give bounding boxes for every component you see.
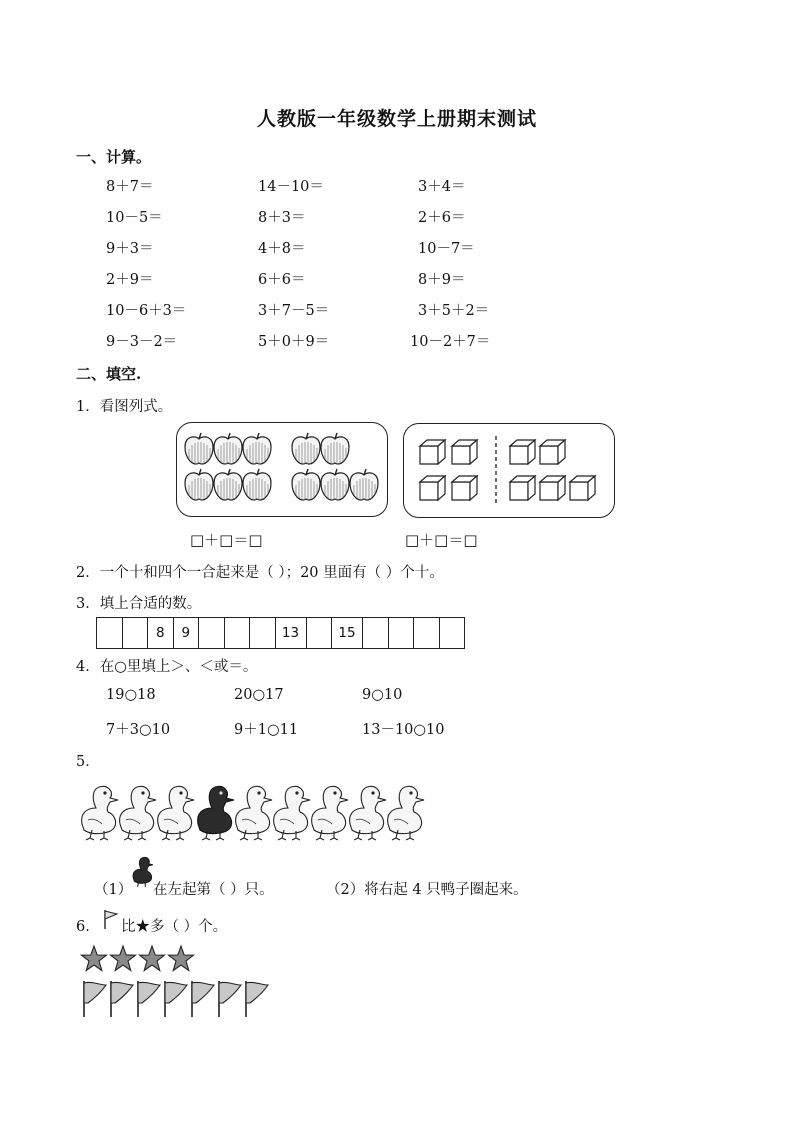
apple-icon <box>350 469 378 500</box>
q5-part1-prefix: （1） <box>94 882 133 898</box>
flag-icon <box>246 981 268 1017</box>
calc-item: 9－3－2＝ <box>106 334 178 350</box>
compare-item: 9○10 <box>362 687 403 703</box>
cube-icon <box>452 440 477 464</box>
sequence-cell[interactable] <box>199 618 225 649</box>
cube-icon <box>540 476 565 500</box>
sequence-cell: 9 <box>173 618 199 649</box>
sequence-cell[interactable] <box>439 618 465 649</box>
calc-item: 10－5＝ <box>106 210 163 226</box>
apple-icon <box>243 433 271 464</box>
compare-item: 7＋3○10 <box>106 722 171 738</box>
duck-icon <box>236 786 272 840</box>
duck-icon <box>274 786 310 840</box>
q2-question: 2．一个十和四个一合起来是（ ）；20 里面有（ ）个十。 <box>76 565 444 581</box>
cube-picture <box>404 424 614 517</box>
calc-item: 10－2＋7＝ <box>410 334 491 350</box>
compare-item: 19○18 <box>106 687 156 703</box>
calc-item: 10－6＋3＝ <box>106 303 187 319</box>
cube-icon <box>452 476 477 500</box>
apple-picture-frame <box>176 422 388 517</box>
duck-icon <box>82 786 118 840</box>
q5-label: 5． <box>76 754 100 770</box>
compare-item: 13－10○10 <box>362 722 445 738</box>
calc-item: 5＋0＋9＝ <box>258 334 330 350</box>
section-calc-heading: 一、计算。 <box>76 148 152 166</box>
black-duck-icon <box>131 856 153 890</box>
sequence-cell[interactable] <box>388 618 414 649</box>
star-icon <box>111 946 136 971</box>
apple-icon <box>185 469 213 500</box>
star-icon <box>169 946 194 971</box>
cube-icon <box>570 476 595 500</box>
compare-item: 20○17 <box>234 687 284 703</box>
sequence-cell[interactable] <box>306 618 332 649</box>
q6-question: 比★多（ ）个。 <box>121 919 228 935</box>
apple-icon <box>321 469 349 500</box>
calc-item: 10－7＝ <box>418 241 475 257</box>
q3-label: 3．填上合适的数。 <box>76 596 202 612</box>
sequence-cell[interactable] <box>250 618 276 649</box>
apple-icon <box>185 433 213 464</box>
calc-item: 8＋3＝ <box>258 210 306 226</box>
sequence-cell[interactable] <box>224 618 250 649</box>
cube-icon <box>510 440 535 464</box>
star-row <box>80 944 200 974</box>
sequence-cell[interactable] <box>363 618 389 649</box>
duck-icon <box>158 786 194 840</box>
apple-icon <box>292 469 320 500</box>
flag-icon <box>111 981 133 1017</box>
star-icon <box>140 946 165 971</box>
q5-part2-question: （2）将右起 4 只鸭子圈起来。 <box>326 882 528 898</box>
flag-icon <box>84 981 106 1017</box>
flag-icon <box>103 908 119 930</box>
calc-item: 8＋7＝ <box>106 179 154 195</box>
compare-item: 9＋1○11 <box>234 722 299 738</box>
black-duck-icon <box>198 786 234 840</box>
apple-icon <box>214 469 242 500</box>
duck-icon <box>312 786 348 840</box>
q1-formula-left[interactable]: □＋□＝□ <box>190 531 263 549</box>
apple-icon <box>321 433 349 464</box>
apple-icon <box>292 433 320 464</box>
q5-part1-question: 在左起第（ ）只。 <box>153 882 274 898</box>
calc-item: 14－10＝ <box>258 179 324 195</box>
sequence-cell: 13 <box>275 618 306 649</box>
apple-picture <box>177 423 387 516</box>
calc-item: 6＋6＝ <box>258 272 306 288</box>
duck-icon <box>350 786 386 840</box>
star-icon <box>82 946 107 971</box>
cube-picture-frame <box>403 423 615 518</box>
cube-icon <box>540 440 565 464</box>
cube-icon <box>420 440 445 464</box>
calc-item: 2＋6＝ <box>418 210 466 226</box>
apple-icon <box>243 469 271 500</box>
flag-icon <box>138 981 160 1017</box>
calc-item: 8＋9＝ <box>418 272 466 288</box>
calc-item: 3＋5＋2＝ <box>418 303 490 319</box>
sequence-cell[interactable] <box>122 618 148 649</box>
page-title: 人教版一年级数学上册期末测试 <box>256 108 537 130</box>
number-sequence-table <box>96 617 465 649</box>
q1-formula-right[interactable]: □＋□＝□ <box>405 531 478 549</box>
duck-icon <box>120 786 156 840</box>
calc-item: 3＋7－5＝ <box>258 303 330 319</box>
calc-item: 3＋4＝ <box>418 179 466 195</box>
q6-number: 6． <box>76 919 100 935</box>
q4-label: 4．在○里填上＞、＜或＝。 <box>76 659 258 675</box>
sequence-cell: 8 <box>148 618 174 649</box>
sequence-cell[interactable] <box>97 618 123 649</box>
flag-icon <box>219 981 241 1017</box>
flag-icon <box>192 981 214 1017</box>
flag-row <box>80 978 280 1020</box>
calc-item: 4＋8＝ <box>258 241 306 257</box>
section-fill-heading: 二、填空. <box>76 365 142 383</box>
sequence-cell[interactable] <box>414 618 440 649</box>
calc-item: 9＋3＝ <box>106 241 154 257</box>
q1-label: 1．看图列式。 <box>76 399 173 415</box>
duck-row <box>78 782 428 844</box>
duck-icon <box>388 786 424 840</box>
cube-icon <box>420 476 445 500</box>
sequence-cell: 15 <box>332 618 363 649</box>
calc-item: 2＋9＝ <box>106 272 154 288</box>
cube-icon <box>510 476 535 500</box>
flag-icon <box>165 981 187 1017</box>
apple-icon <box>214 433 242 464</box>
